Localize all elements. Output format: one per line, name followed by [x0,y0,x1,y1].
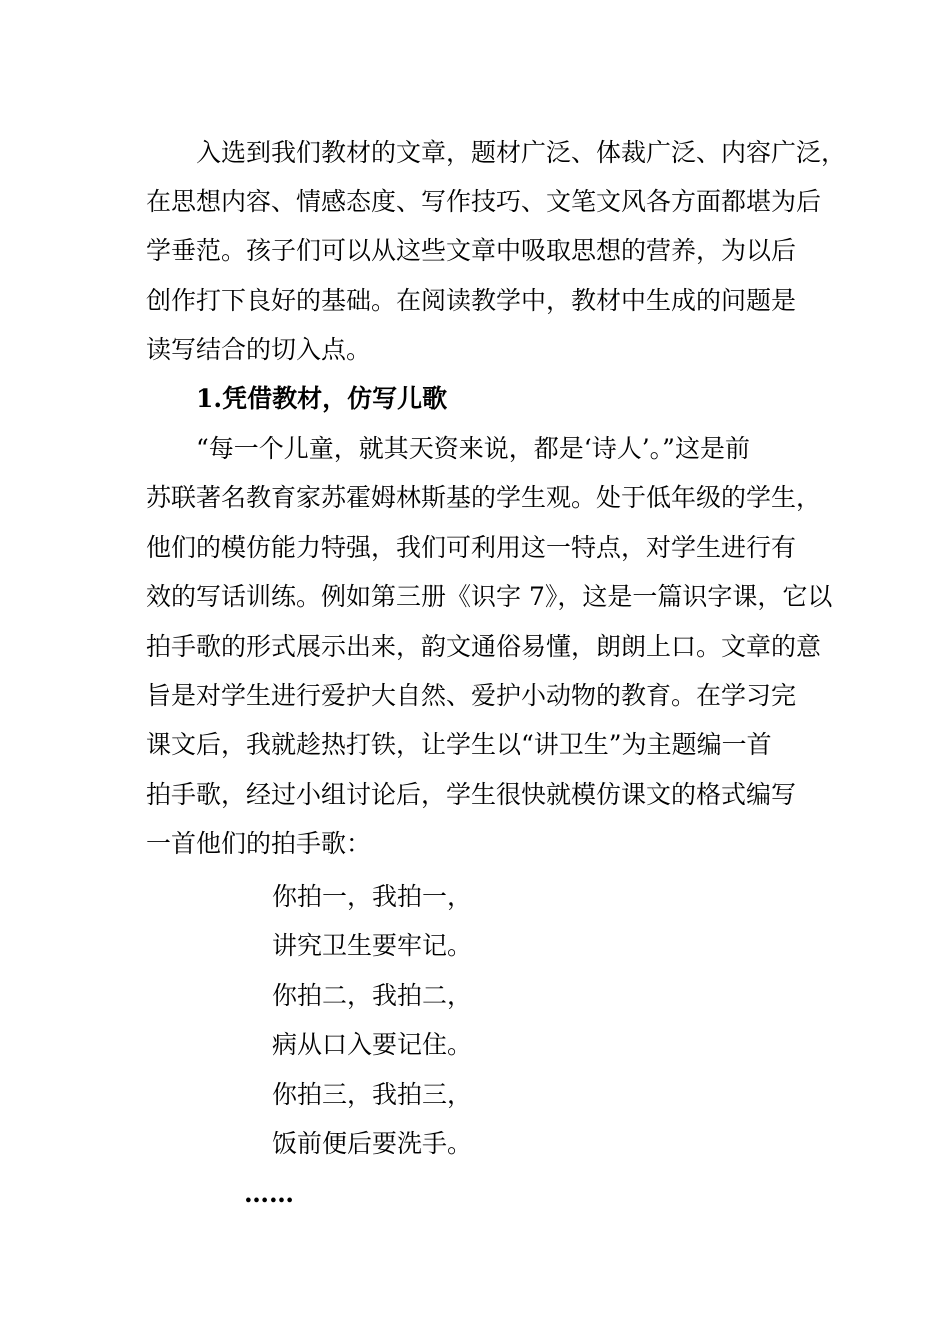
paragraph-line: 效的写话训练。例如第三册《识字 7》，这是一篇识字课，它以 [146,582,833,611]
poem-line: 你拍二，我拍二， [272,981,473,1010]
paragraph-line: 旨是对学生进行爱护大自然、爱护小动物的教育。在学习完 [146,681,797,710]
section-heading: 1.凭借教材，仿写儿歌 [196,384,448,413]
paragraph-line: 学垂范。孩子们可以从这些文章中吸取思想的营养，为以后 [146,236,797,265]
paragraph-line: 课文后，我就趁热打铁，让学生以“讲卫生”为主题编一首 [146,730,772,759]
paragraph-line: 苏联著名教育家苏霍姆林斯基的学生观。处于低年级的学生， [146,483,822,512]
paragraph-line: 一首他们的拍手歌： [146,829,372,858]
paragraph-line: 入选到我们教材的文章，题材广泛、体裁广泛、内容广泛， [196,138,847,167]
poem-line: 饭前便后要洗手。 [272,1129,473,1158]
paragraph-line: 创作打下良好的基础。在阅读教学中，教材中生成的问题是 [146,286,797,315]
paragraph-line: 在思想内容、情感态度、写作技巧、文笔文风各方面都堪为后 [146,187,822,216]
paragraph-line: 拍手歌，经过小组讨论后，学生很快就模仿课文的格式编写 [146,780,797,809]
paragraph-line: 读写结合的切入点。 [146,335,372,364]
ellipsis: …… [244,1179,294,1208]
poem-line: 你拍一，我拍一， [272,882,473,911]
poem-line: 讲究卫生要牢记。 [272,931,473,960]
paragraph-line: 拍手歌的形式展示出来，韵文通俗易懂，朗朗上口。文章的意 [146,632,822,661]
paragraph-line: 他们的模仿能力特强，我们可利用这一特点，对学生进行有 [146,533,797,562]
paragraph-line: “每一个儿童，就其天资来说，都是‘诗人’。”这是前 [196,434,750,463]
poem-line: 你拍三，我拍三， [272,1080,473,1109]
poem-line: 病从口入要记住。 [272,1030,473,1059]
